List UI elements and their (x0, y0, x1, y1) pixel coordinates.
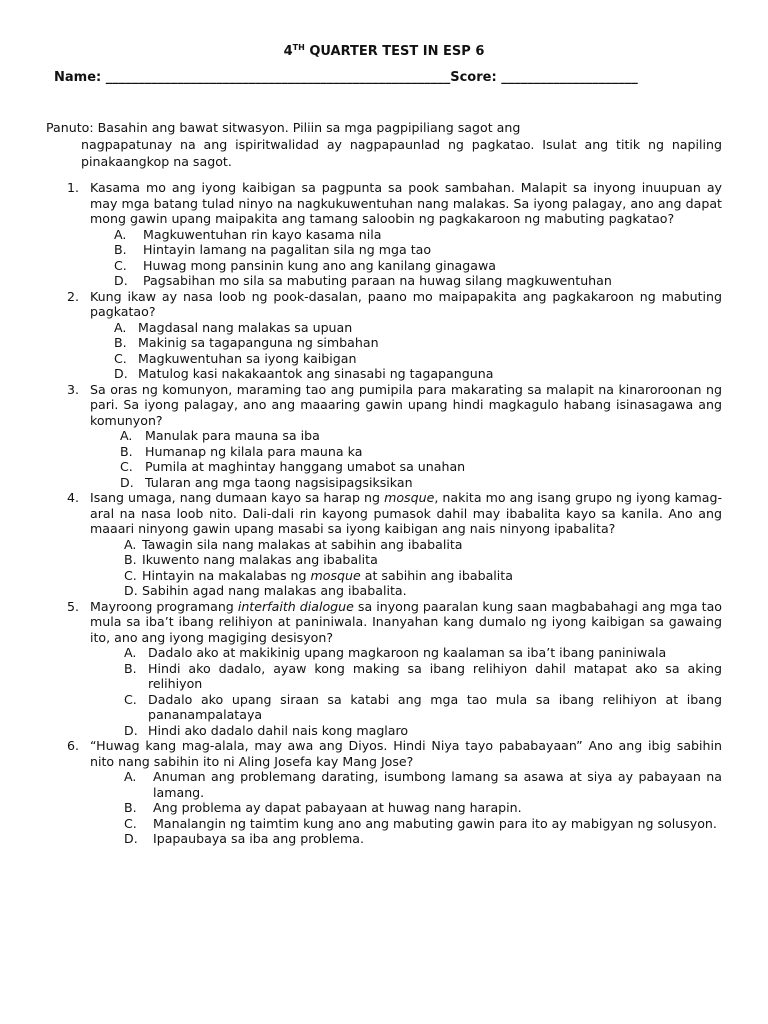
option-text: Hindi ako dadalo dahil nais kong maglaro (148, 722, 409, 738)
text-part: Hintayin na makalabas ng (142, 567, 311, 583)
answer-option (90, 723, 722, 739)
question-number: 1. (67, 180, 80, 195)
title-superscript: TH (292, 43, 305, 52)
text-part: , nakita mo ang isang grupo ng iyong kamag-aral na nasa loob nito. Dali-dali rin kayong pumasok dahil may ibabalita kayo sa kanila. Ano ang maaari ninyong gawin upang masabi sa iyong kaibigan ang nais ninyong ipabalita? (90, 490, 722, 536)
option-letter: C. (120, 459, 133, 474)
answer-option (90, 428, 722, 444)
option-letter: B. (114, 242, 127, 257)
question-text: “Huwag kang mag-alala, may awa ang Diyos. Hindi Niya tayo pababayaan” Ano ang ibig sabihin nito nang sabihin ito ni Aling Josefa kay Mang Jose? (90, 738, 722, 769)
question-item (0, 738, 722, 847)
question-number: 6. (67, 738, 80, 753)
instructions-lead: Panuto: Basahin ang bawat sitwasyon. Piliin sa mga pagpipiliang sagot ang (46, 120, 521, 135)
question-item (0, 382, 722, 491)
question-text (90, 599, 722, 646)
answer-option (90, 366, 722, 382)
option-text: Sabihin agad nang malakas ang ibabalita. (142, 583, 407, 598)
answer-option (90, 351, 722, 367)
option-text: Ipapaubaya sa iba ang problema. (153, 831, 365, 846)
answer-option (90, 444, 722, 460)
title-suffix: QUARTER TEST IN ESP 6 (304, 44, 485, 59)
option-text: Manulak para mauna sa iba (145, 428, 320, 443)
option-letter: A. (124, 645, 137, 660)
option-text: Tawagin sila nang malakas at sabihin ang ibabalita (142, 536, 463, 552)
question-item (0, 180, 722, 289)
answer-option (90, 692, 722, 723)
answer-option (90, 583, 722, 599)
option-text: Dadalo ako at makikinig upang magkaroon ng kaalaman sa iba’t ibang paniniwala (148, 645, 667, 660)
question-text (90, 490, 722, 537)
option-text: Huwag mong pansinin kung ano ang kanilang ginagawa (143, 257, 496, 273)
question-item (0, 289, 722, 382)
answer-option (90, 816, 722, 832)
option-letter: D. (114, 273, 128, 288)
emphasized-term: mosque (384, 490, 435, 505)
option-letter: D. (124, 722, 138, 738)
option-letter: D. (124, 583, 138, 598)
answer-option (90, 537, 722, 553)
option-letter: C. (124, 691, 137, 707)
option-text: Magkuwentuhan sa iyong kaibigan (138, 350, 357, 366)
option-letter: A. (114, 319, 127, 335)
option-letter: A. (124, 536, 137, 552)
option-letter: A. (120, 428, 133, 443)
question-text: Sa oras ng komunyon, maraming tao ang pumipila para makarating sa malapit na kinaroroonan ng pari. Sa iyong palagay, ano ang maaaring gawin upang hindi magkagulo habang isinasagawa ang komunyon? (90, 381, 722, 428)
option-text: Hintayin lamang na pagalitan sila ng mga tao (143, 242, 432, 257)
question-text: Kasama mo ang iyong kaibigan sa pagpunta sa pook sambahan. Malapit sa inyong inuupuan ay may mga batang tulad ninyo na nagkukuwentuhan nang malakas. Sa iyong palagay, ano ang dapat mong gawin upang maipakita ang tamang saloobin ng pagkakaroon ng mabuting pagkatao? (90, 180, 722, 226)
option-text: Makinig sa tagapanguna ng simbahan (138, 335, 379, 350)
question-number: 2. (67, 288, 80, 304)
option-text: Manalangin ng taimtim kung ano ang mabuting gawin para ito ay mabigyan ng solusyon. (153, 815, 717, 831)
question-number: 4. (67, 490, 80, 505)
option-text: Magkuwentuhan rin kayo kasama nila (143, 226, 382, 242)
name-score-line: Name: _____________________________________________________Score: _____________________ (54, 70, 638, 85)
option-text: Humanap ng kilala para mauna ka (145, 443, 363, 459)
option-letter: A. (114, 226, 127, 242)
option-text: Anuman ang problemang darating, isumbong lamang sa asawa at siya ay pabayaan na lamang. (153, 769, 722, 800)
emphasized-term: mosque (310, 567, 361, 583)
option-text: Pumila at maghintay hanggang umabot sa unahan (145, 459, 466, 474)
test-title (0, 44, 768, 60)
answer-option (90, 320, 722, 336)
answer-option (90, 273, 722, 289)
answer-option (90, 242, 722, 258)
question-number: 3. (67, 381, 80, 397)
option-letter: C. (124, 567, 137, 583)
answer-option (90, 552, 722, 568)
option-text: Matulog kasi nakakaantok ang sinasabi ng tagapanguna (138, 366, 494, 381)
option-letter: D. (120, 474, 134, 490)
answer-option (90, 568, 722, 584)
option-text: Ikuwento nang malakas ang ibabalita (142, 552, 378, 567)
answer-option (90, 335, 722, 351)
option-text: Pagsabihan mo sila sa mabuting paraan na huwag silang magkuwentuhan (143, 273, 612, 288)
emphasized-term: interfaith dialogue (237, 598, 354, 614)
option-letter: D. (124, 831, 138, 846)
question-number: 5. (67, 598, 80, 614)
question-list (0, 180, 768, 847)
text-part: Mayroong programang (90, 598, 238, 614)
option-text: Tularan ang mga taong nagsisipagsiksikan (145, 474, 413, 490)
answer-option (90, 227, 722, 243)
question-item (0, 599, 722, 739)
answer-option (90, 769, 722, 800)
option-letter: B. (114, 335, 127, 350)
text-part: at sabihin ang ibabalita (360, 567, 513, 583)
option-letter: B. (120, 443, 133, 459)
option-letter: C. (124, 815, 137, 831)
option-text: Hindi ako dadalo, ayaw kong making sa ibang relihiyon dahil matapat ako sa aking relihiyon (148, 660, 722, 691)
text-part: Isang umaga, nang dumaan kayo sa harap ng (90, 490, 385, 505)
question-item (0, 490, 722, 599)
answer-option (90, 661, 722, 692)
option-letter: D. (114, 366, 128, 381)
option-text: Ang problema ay dapat pabayaan at huwag nang harapin. (153, 800, 522, 815)
option-letter: B. (124, 660, 137, 676)
title-prefix: 4 (283, 44, 293, 59)
answer-option (90, 459, 722, 475)
instructions-rest: nagpapatunay na ang ispiritwalidad ay nagpapaunlad ng pagkatao. Isulat ang titik ng napiling pinakaangkop na sagot. (81, 137, 722, 169)
answer-option (90, 475, 722, 491)
text-part: sa inyong paaralan kung saan magbabahagi ang mga tao mula sa iba’t ibang relihiyon at paniniwala. Inanyahan kang dumalo ng iyong kaibigan sa gawaing ito, ano ang iyong magiging desisyon? (90, 598, 722, 645)
option-letter: A. (124, 769, 137, 784)
option-letter: C. (114, 257, 127, 273)
option-letter: C. (114, 350, 127, 366)
answer-option (90, 258, 722, 274)
option-text: Dadalo ako upang siraan sa katabi ang mga tao mula sa ibang relihiyon at ibang pananampalataya (148, 691, 722, 722)
option-letter: B. (124, 552, 137, 567)
option-text: Magdasal nang malakas sa upuan (138, 319, 353, 335)
answer-option (90, 831, 722, 847)
instructions (46, 119, 722, 170)
answer-option (90, 800, 722, 816)
option-text (142, 568, 513, 583)
question-text: Kung ikaw ay nasa loob ng pook-dasalan, paano mo maipapakita ang pagkakaroon ng mabuting pagkatao? (90, 288, 722, 319)
option-letter: B. (124, 800, 137, 815)
answer-option (90, 645, 722, 661)
